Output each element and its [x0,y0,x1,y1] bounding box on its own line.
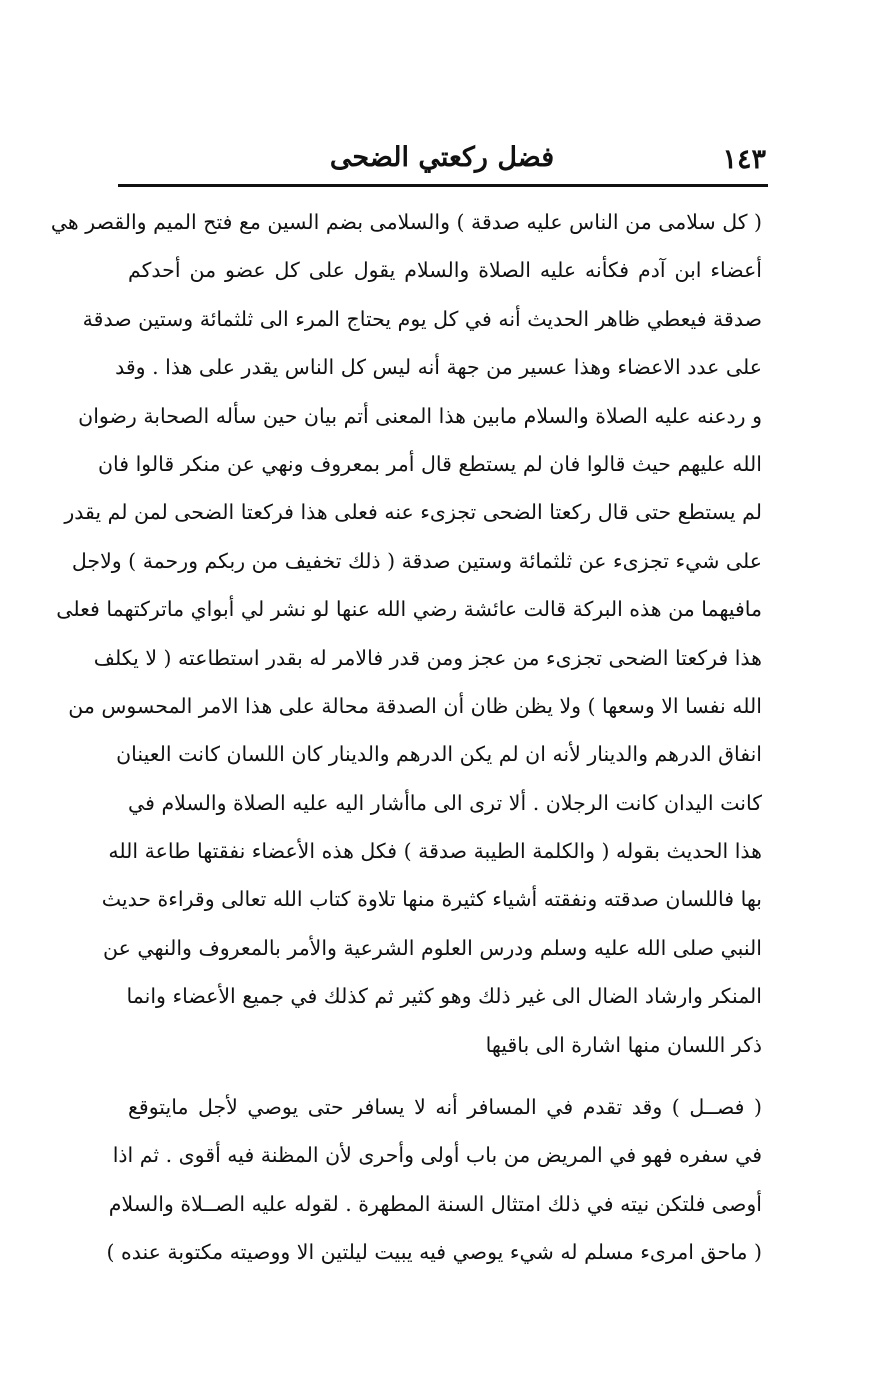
text-line: على عدد الاعضاء وهذا عسير من جهة أنه ليس كل الناس يقدر على هذا . وقد [115,355,762,380]
text-line: الله نفسا الا وسعها ) ولا يظن ظان أن الصدقة محالة على هذا الامر المحسوس من [68,693,762,718]
paragraph-fasl [106,1083,762,1277]
page-header [118,140,766,184]
running-title: فضل ركعتي الضحى [329,142,555,173]
text-line: ( كل سلامى من الناس عليه صدقة ) والسلامى بضم السين مع فتح الميم والقصر هي [50,210,762,234]
text-line: كانت اليدان كانت الرجلان . ألا ترى الى ماأشار اليه عليه الصلاة والسلام في [128,790,762,815]
text-line: هذا الحديث بقوله ( والكلمة الطيبة صدقة ) فكل هذه الأعضاء نفقتها طاعة الله [108,839,762,864]
paragraph-gap [128,1069,762,1083]
text-line: هذا فركعتا الضحى تجزىء من عجز ومن قدر فالامر له بقدر استطاعته ( لا يكلف [93,645,762,670]
text-line: صدقة فيعطي ظاهر الحديث أنه في كل يوم يحتاج المرء الى ثلثمائة وستين صدقة [82,306,762,331]
paragraph-main [50,198,762,1069]
text-line: أعضاء ابن آدم فكأنه عليه الصلاة والسلام يقول على كل عضو من أحدكم [128,258,762,283]
text-line: الله عليهم حيث قالوا فان لم يستطع قال أمر بمعروف ونهي عن منكر قالوا فان [98,451,762,476]
text-line: و ردعنه عليه الصلاة والسلام مابين هذا المعنى أتم بيان حين سأله الصحابة رضوان [78,403,762,428]
page-number: ١٤٣ [722,144,766,175]
text-line: ( فصــل ) وقد تقدم في المسافر أنه لا يسافر حتى يوصي لأجل مايتوقع [128,1095,762,1120]
header-rule [118,184,768,187]
text-line: انفاق الدرهم والدينار لأنه ان لم يكن الدرهم والدينار كان اللسان كانت العينان [116,742,762,767]
text-line: على شيء تجزىء عن ثلثمائة وستين صدقة ( ذلك تخفيف من ربكم ورحمة ) ولاجل [71,548,762,573]
text-line: مافيهما من هذه البركة قالت عائشة رضي الله عنها لو نشر لي أبواي ماتركتهما فعلى [56,597,762,622]
text-line: لم يستطع حتى قال ركعتا الضحى تجزىء عنه فعلى هذا فركعتا الضحى لمن لم يقدر [64,500,762,525]
text-line: ( ماحق امرىء مسلم له شيء يوصي فيه يبيت ليلتين الا ووصيته مكتوبة عنده ) [106,1240,762,1265]
body-text [50,198,762,1277]
text-line: أوصى فلتكن نيته في ذلك امتثال السنة المطهرة . لقوله عليه الصــلاة والسلام [108,1191,762,1216]
text-line: المنكر وارشاد الضال الى غير ذلك وهو كثير ثم كذلك في جميع الأعضاء وانما [126,984,762,1009]
text-line: النبي صلى الله عليه وسلم ودرس العلوم الشرعية والأمر بالمعروف والنهي عن [103,935,762,960]
text-line: ذكر اللسان منها اشارة الى باقيها [485,1032,762,1057]
text-line: بها فاللسان صدقته ونفقته أشياء كثيرة منها تلاوة كتاب الله تعالى وقراءة حديث [101,887,762,912]
text-line: في سفره فهو في المريض من باب أولى وأحرى لأن المظنة فيه أقوى . ثم اذا [112,1143,762,1168]
